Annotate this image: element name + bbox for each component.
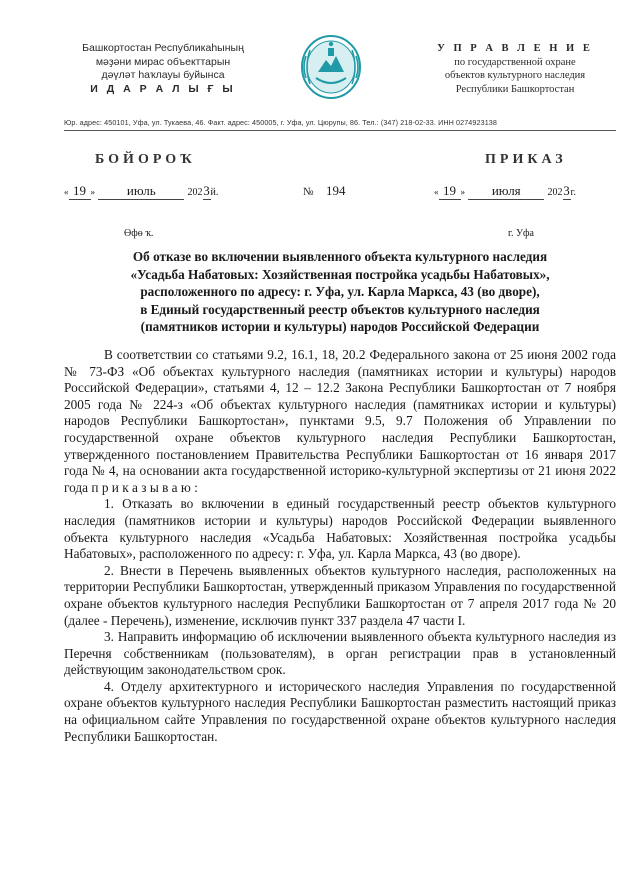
organization-address: Юр. адрес: 450101, Уфа, ул. Тукаева, 46. Факт. адрес: 450005, г. Уфа, ул. Цюрупы, 86. Тел.: (347) 218-02-33. ИНН 0274923138 [64, 118, 497, 127]
date-russian [434, 183, 576, 200]
heading-line: (памятников истории и культуры) народов Российской Федерации [140, 319, 540, 334]
order-item-3: 3. Направить информацию об исключении выявленного объекта культурного наследия из Перечня собственникам (пользователям), в орган регистрации прав в установленный действующим законодательством срок. [64, 629, 616, 678]
date-ba-year-prefix: 202 [187, 187, 203, 198]
quote-close: » [90, 187, 95, 197]
document-body [64, 347, 616, 745]
title-bashkir: БОЙОРОҠ [95, 152, 196, 167]
order-item-2: 2. Внести в Перечень выявленных объектов культурного наследия, расположенных на территории Республики Башкортостан, утвержденный приказом Управления по государственной охране объектов культурного наследия Республики Башкортостан от 7 апреля 2017 года № 20 (далее - Перечень), изменение, исключив пункт 337 раздела 47 части I. [64, 562, 616, 628]
header-bashkir-block [58, 42, 268, 96]
date-bashkir [64, 183, 218, 200]
header-ru-line4: Республики Башкортостан [455, 83, 575, 95]
title-russian: ПРИКАЗ [485, 152, 567, 167]
order-item-4: 4. Отделу архитектурного и исторического наследия Управления по государственной охране объектов культурного наследия Республики Башкортостан разместить настоящий приказ на официальном сайте Управления по государственной охране объектов культурного наследия Республики Башкортостан. [64, 678, 616, 744]
header-ba-line4: И Д А Р А Л Ы Ғ Ы [90, 82, 236, 95]
header-divider [64, 130, 616, 131]
order-number [303, 183, 355, 200]
number-sign: № [303, 186, 314, 198]
header-ba-line3: дәүләт һаҡлауы буйынса [101, 69, 225, 81]
header-ru-line1: У П Р А В Л Е Н И Е [437, 43, 593, 54]
date-ba-year-digit: 3 [203, 183, 210, 198]
heading-line: в Единый государственный реестр объектов культурного наследия [140, 301, 540, 317]
bashkortostan-emblem-icon [300, 34, 362, 100]
date-ba-day: 19 [69, 183, 91, 200]
number-value: 194 [326, 183, 346, 198]
date-ba-suffix: й. [210, 187, 219, 198]
city-russian: г. Уфа [508, 228, 534, 239]
heading-line: Об отказе во включении выявленного объекта культурного наследия [132, 249, 548, 264]
header-ba-line1: Башкортостан Республикаһының [82, 42, 244, 54]
date-ru-month: июля [468, 183, 544, 200]
header-ru-line3: объектов культурного наследия [444, 70, 586, 81]
date-ba-month: июль [98, 183, 184, 200]
heading-line: «Усадьба Набатовых: Хозяйственная постройка усадьбы Набатовых», [130, 266, 550, 282]
quote-open: « [434, 187, 439, 197]
order-item-1: 1. Отказать во включении в единый государственный реестр объектов культурного наследия (памятников истории и культуры) народов Российской Федерации выявленного объекта культурного наследия «Усадьба Набатовых: Хозяйственная постройка усадьбы Набатовых», расположенного по адресу: г. Уфа, ул. Карла Маркса, 43 (во дворе). [64, 496, 616, 562]
document-heading [64, 248, 616, 336]
date-ru-suffix: г. [570, 187, 576, 198]
quote-open: « [64, 187, 69, 197]
date-ru-year-digit: 3 [563, 183, 570, 198]
date-ru-day: 19 [439, 183, 461, 200]
preamble-paragraph: В соответствии со статьями 9.2, 16.1, 18, 20.2 Федерального закона от 25 июня 2002 года № 73-ФЗ «Об объектах культурного наследия (памятниках истории и культуры) народов Российской Федерации», статьями 4, 12 – 12.2 Закона Республики Башкортостан от 7 ноября 2005 года № 224-з «Об объектах культурного наследия (памятниках истории и культуры) народов Республики Башкортостан», пунктами 9.5, 9.7 Положения об Управлении по государственной охране объектов культурного наследия Республики Башкортостан, утвержденного постановлением Правительства Республики Башкортостан от 16 января 2017 года № 4, на основании акта государственной историко-культурной экспертизы от 21 июня 2022 года п р и к а з ы в а ю : [64, 347, 616, 495]
header-ba-line2: мәҙәни мирас объекттарын [95, 55, 231, 68]
date-ru-year-prefix: 202 [547, 187, 563, 198]
heading-line: расположенного по адресу: г. Уфа, ул. Карла Маркса, 43 (во дворе), [140, 284, 540, 299]
quote-close: » [460, 187, 465, 197]
city-bashkir: Өфө ҡ. [124, 228, 154, 239]
header-ru-line2: по государственной охране [454, 56, 576, 68]
header-russian-block [410, 42, 620, 96]
